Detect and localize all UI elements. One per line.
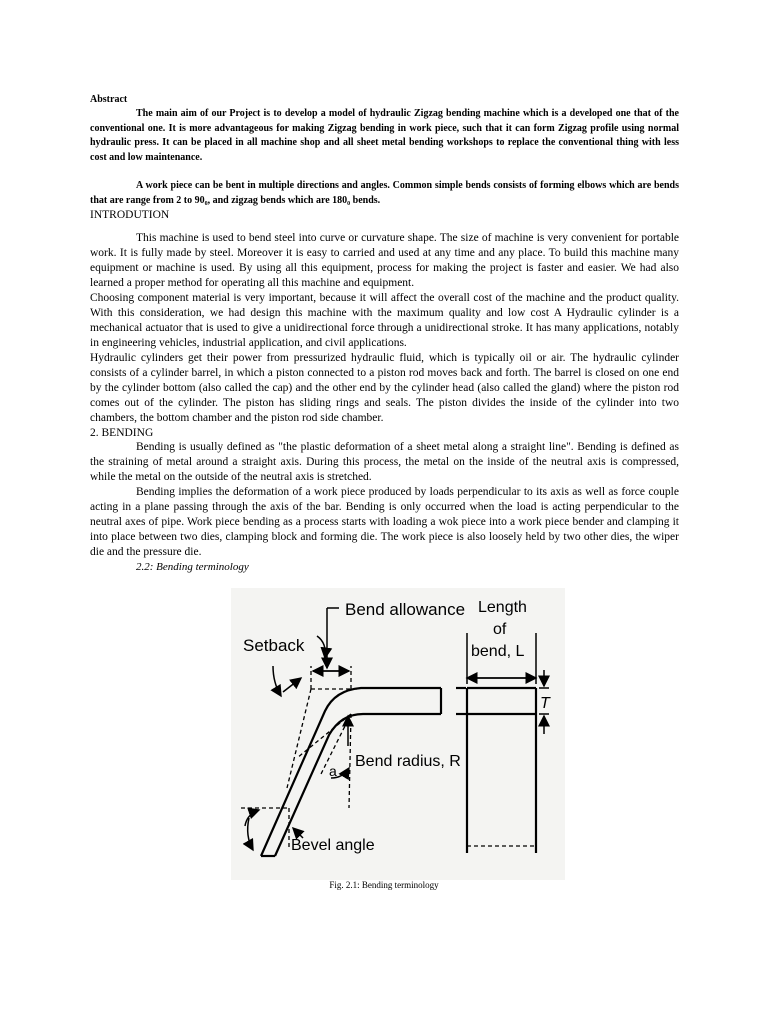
figure-caption: Fig. 2.1: Bending terminology	[329, 880, 439, 890]
intro-paragraph-1: This machine is used to bend steel into curve or curvature shape. The size of machine is very convenient for portable work. It is fully made by steel. Moreover it is easy to carried and used at any time and any place. To build this machine many equipment or machine is used. By using all this equipment, process for making the project is faster and easier. We had also learned a proper method for operating all this machine and equipment.	[90, 232, 679, 289]
length-label-line3: bend, L	[471, 643, 525, 660]
thickness-label: T	[540, 695, 550, 712]
abstract-paragraph-1: The main aim of our Project is to develop a model of hydraulic Zigzag bending machine which is a developed one that of the conventional one. It is more advantageous for making Zigzag bending in work piece, such that it can form Zigzag profile using normal hydraulic press. It can be placed in all machine shop and all sheet metal bending workshops to replace the conventional thing with less cost and low maintenance.	[90, 108, 679, 163]
bending-paragraph-1: Bending is usually defined as "the plastic deformation of a sheet metal along a straight line". Bending is defined as the straining of metal around a straight axis. During this process, the metal on the inside of the neutral axis is compressed, while the metal on the outside of the neutral axis is stretched.	[90, 441, 679, 483]
bending-paragraph-2: Bending implies the deformation of a work piece produced by loads perpendicular to its axis as well as force couple acting in a plane passing through the axis of the bar. Bending is only occurred when the load is acting perpendicular to the neutral axes of pipe. Work piece bending as a process starts with loading a wok piece into a work piece bender and clamping it into place between two dies, clamping block and forming die. The work piece is also loosely held by two other dies, the wiper die and the pressure die.	[90, 486, 679, 558]
bending-diagram	[231, 588, 565, 880]
angle-a-label: a	[329, 763, 337, 779]
length-label-line2: of	[493, 621, 507, 638]
length-label-line1: Length	[478, 599, 527, 616]
bevel-angle-label: Bevel angle	[291, 837, 375, 854]
setback-label: Setback	[243, 636, 305, 655]
introduction-heading: INTRODUTION	[90, 209, 170, 221]
bend-allowance-label: Bend allowance	[345, 600, 466, 619]
intro-paragraph-3: Hydraulic cylinders get their power from pressurized hydraulic fluid, which is typically oil or air. The hydraulic cylinder consists of a cylinder barrel, in which a piston connected to a piston rod moves back and forth. The barrel is closed on one end by the cylinder bottom (also called the cap) and the other end by the cylinder head (also called the gland) where the piston rod comes out of the cylinder. The piston has sliding rings and seals. The piston divides the inside of the cylinder into two chambers, the bottom chamber and the piston rod side chamber.	[90, 352, 679, 424]
intro-paragraph-2: Choosing component material is very important, because it will affect the overall cost of the machine and the product quality. With this consideration, we had design this machine with the maximum quality and low cost A Hydraulic cylinder is a mechanical actuator that is used to give a unidirectional force through a unidirectional stroke. It has many applications, notably in engineering vehicles, industrial application, and civil applications.	[90, 292, 679, 349]
bending-heading: 2. BENDING	[90, 427, 154, 439]
workpiece-outline	[261, 688, 536, 856]
bending-terminology-subheading: 2.2: Bending terminology	[136, 561, 249, 573]
abstract-paragraph-2: A work piece can be bent in multiple directions and angles. Common simple bends consists of forming elbows which are bends that are range from 2 to 90₀, and zigzag bends which are 180₀ bends.	[90, 180, 679, 206]
abstract-heading: Abstract	[90, 94, 128, 105]
bending-terminology-figure	[231, 588, 565, 880]
document-page	[90, 93, 679, 574]
bend-radius-label: Bend radius, R	[355, 753, 461, 770]
